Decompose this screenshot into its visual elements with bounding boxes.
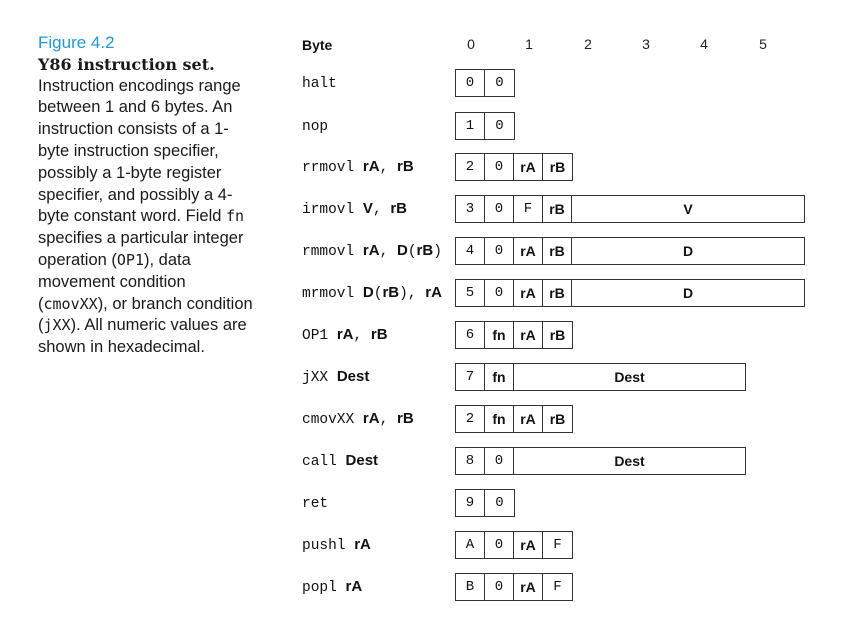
caption-text: ), data movement condition (: [38, 250, 191, 313]
caption-code: fn: [226, 207, 245, 226]
opcode-name: OP1: [302, 328, 337, 344]
encoding-cell: 0: [456, 70, 485, 96]
encoding-cell: rA: [514, 406, 543, 432]
encoding-cell: fn: [485, 322, 514, 348]
encoding-box: [455, 405, 573, 433]
caption-code: cmovXX: [43, 294, 98, 313]
encoding-cell: 2: [456, 406, 485, 432]
opcode-name: popl: [302, 580, 346, 596]
instruction-label: [302, 279, 442, 307]
encoding-cell: rB: [549, 411, 566, 427]
caption-code: jXX: [43, 316, 71, 335]
instruction-label: [302, 489, 328, 517]
caption-body: [38, 76, 258, 359]
encoding-cell: rB: [543, 196, 572, 222]
instruction-label: [302, 195, 407, 223]
operand: rA: [345, 578, 363, 595]
operand: ,: [379, 160, 397, 176]
encoding-cell: 0: [485, 196, 514, 222]
encoding-cell: 0: [485, 574, 514, 600]
instruction-label: [302, 237, 442, 265]
encoding-cell: rA: [514, 280, 543, 306]
figure-caption: [38, 32, 258, 359]
encoding-box: [455, 279, 805, 307]
operand: Dest: [345, 452, 379, 469]
opcode-name: nop: [302, 119, 329, 135]
operand: rA: [354, 536, 371, 553]
operand: D: [362, 284, 374, 301]
caption-text: ), or branch condition (: [38, 294, 253, 335]
encoding-cell: rB: [543, 238, 572, 264]
encoding-cell: rB: [543, 280, 572, 306]
encoding-cell: 6: [456, 322, 485, 348]
byte-number: 4: [700, 36, 708, 52]
encoding-cell: 0: [485, 532, 514, 558]
encoding-cell: B: [456, 574, 485, 600]
byte-number: 3: [642, 36, 650, 52]
encoding-cell: 0: [485, 154, 514, 180]
operand: rA: [425, 284, 442, 301]
caption-text: Instruction encodings range between 1 and 6 bytes. An instruction consists of a 1-byte instruction specifier, possibly a 1-byte register specifier, and possibly a 4-byte constant word. Field: [38, 76, 241, 226]
encoding-cell: 0: [495, 118, 504, 134]
opcode-name: halt: [302, 76, 337, 92]
constant-word-field: V: [683, 201, 693, 217]
encoding-box: [455, 195, 805, 223]
instruction-label: [302, 405, 414, 433]
operand: rB: [397, 158, 414, 175]
encoding-cell: 7: [456, 364, 485, 390]
encoding-cell: F: [553, 579, 562, 595]
encoding-box: [455, 69, 515, 97]
operand: ,: [353, 328, 371, 344]
operand: ): [433, 244, 442, 260]
operand: (: [407, 244, 417, 260]
instruction-label: [302, 153, 414, 181]
encoding-box: [455, 237, 805, 265]
byte-number: 2: [584, 36, 592, 52]
encoding-cell: 0: [485, 238, 514, 264]
figure-title: Y86 instruction set.: [38, 54, 215, 74]
instruction-label: [302, 573, 362, 601]
encoding-cell: fn: [485, 364, 514, 390]
encoding-cell: 0: [495, 495, 504, 511]
caption-text: specifies a particular integer operation (: [38, 229, 244, 269]
byte-number: 1: [525, 36, 533, 52]
byte-number: 5: [759, 36, 767, 52]
encoding-cell: F: [514, 196, 543, 222]
encoding-cell: rA: [514, 238, 543, 264]
encoding-box: [455, 531, 573, 559]
operand: D: [397, 242, 408, 259]
instruction-label: [302, 363, 369, 391]
encoding-cell: rA: [514, 154, 543, 180]
opcode-name: rrmovl: [302, 160, 363, 176]
encoding-cell: rB: [549, 159, 566, 175]
operand: V: [362, 200, 373, 217]
encoding-cell: rA: [514, 532, 543, 558]
opcode-name: ret: [302, 496, 329, 512]
encoding-cell: rA: [514, 322, 543, 348]
opcode-name: mrmovl: [302, 286, 363, 302]
encoding-box: [455, 321, 573, 349]
encoding-cell: fn: [485, 406, 514, 432]
encoding-cell: F: [553, 537, 562, 553]
instruction-label: [302, 69, 337, 97]
operand: (: [373, 286, 383, 302]
encoding-box: [455, 489, 515, 517]
byte-number: 0: [467, 36, 475, 52]
caption-text: ). All numeric values are shown in hexadecimal.: [38, 316, 247, 357]
encoding-box: [455, 447, 746, 475]
opcode-name: rmmovl: [302, 244, 363, 260]
operand: ,: [372, 202, 391, 218]
encoding-cell: 3: [456, 196, 485, 222]
encoding-cell: 2: [456, 154, 485, 180]
encoding-cell: 5: [456, 280, 485, 306]
figure-number: Figure 4.2: [38, 33, 115, 52]
encoding-cell: 0: [485, 280, 514, 306]
encoding-cell: A: [456, 532, 485, 558]
constant-word-field: D: [682, 285, 694, 301]
encoding-cell: rB: [549, 327, 566, 343]
instruction-label: [302, 112, 328, 140]
encoding-box: [455, 363, 746, 391]
operand: rB: [382, 284, 400, 301]
byte-header: Byte: [302, 37, 333, 53]
operand: rB: [416, 242, 434, 259]
instruction-label: [302, 447, 378, 475]
operand: rB: [390, 200, 408, 217]
operand: rB: [370, 326, 388, 343]
encoding-cell: 0: [495, 75, 504, 91]
encoding-cell: 1: [456, 113, 485, 139]
opcode-name: pushl: [302, 538, 355, 554]
encoding-cell: 0: [485, 448, 514, 474]
encoding-cell: 9: [456, 490, 485, 516]
encoding-cell: 4: [456, 238, 485, 264]
encoding-box: [455, 112, 515, 140]
operand: rA: [362, 158, 380, 175]
instruction-label: [302, 531, 371, 559]
opcode-name: jXX: [302, 370, 337, 386]
operand: ,: [379, 244, 397, 260]
operand: rA: [362, 242, 380, 259]
constant-word-field: Dest: [614, 453, 645, 469]
opcode-name: call: [302, 454, 346, 470]
encoding-cell: 8: [456, 448, 485, 474]
operand: rA: [336, 326, 354, 343]
operand: ,: [379, 412, 397, 428]
operand: rB: [397, 410, 414, 427]
caption-code: OP1: [116, 250, 144, 269]
constant-word-field: Dest: [614, 369, 645, 385]
operand: ),: [399, 286, 426, 302]
instruction-label: [302, 321, 388, 349]
operand: rA: [362, 410, 380, 427]
constant-word-field: D: [682, 243, 694, 259]
opcode-name: irmovl: [302, 202, 363, 218]
encoding-box: [455, 153, 573, 181]
operand: Dest: [336, 368, 370, 385]
encoding-box: [455, 573, 573, 601]
encoding-cell: rA: [514, 574, 543, 600]
opcode-name: cmovXX: [302, 412, 363, 428]
